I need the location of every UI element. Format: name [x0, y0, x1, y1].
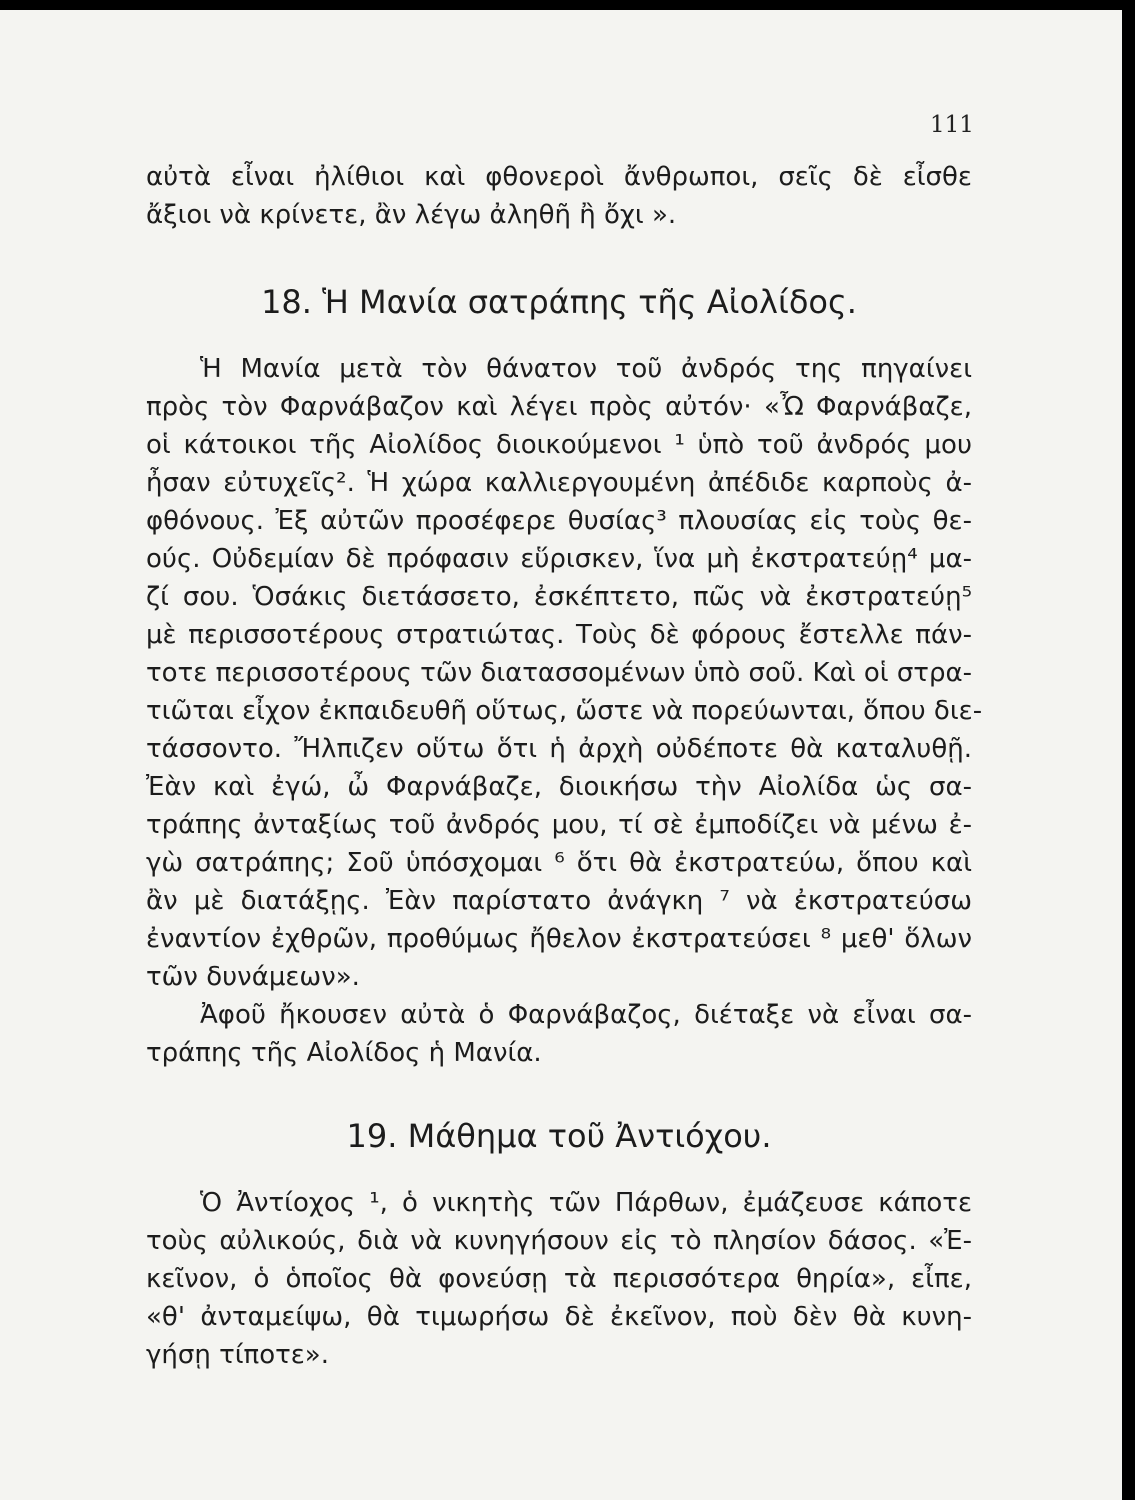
text-line: ζί σου. Ὁσάκις διετάσσετο, ἐσκέπτετο, πῶς νὰ ἐκστρατεύῃ⁵: [146, 582, 972, 612]
text-line: τάσσοντο. Ἤλπιζεν οὕτω ὅτι ἡ ἀρχὴ οὐδέποτε θὰ καταλυθῇ.: [146, 734, 972, 764]
text-line: ούς. Οὐδεμίαν δὲ πρόφασιν εὕρισκεν, ἵνα μὴ ἐκστρατεύῃ⁴ μα-: [146, 544, 972, 574]
text-line: φθόνους. Ἐξ αὐτῶν προσέφερε θυσίας³ πλουσίας εἰς τοὺς θε-: [146, 506, 972, 536]
section-18-body: [146, 350, 983, 1072]
text-line: Ἐὰν καὶ ἐγώ, ὦ Φαρνάβαζε, διοικήσω τὴν Αἰολίδα ὡς σα-: [146, 772, 972, 802]
section-18: [146, 272, 972, 332]
text-line: Ἡ Μανία μετὰ τὸν θάνατον τοῦ ἀνδρός της πηγαίνει: [200, 354, 972, 384]
text-line: Ὁ Ἀντίοχος ¹, ὁ νικητὴς τῶν Πάρθων, ἐμάζευσε κάποτε: [200, 1188, 972, 1218]
intro-paragraph: [146, 158, 972, 234]
text-line: τράπης τῆς Αἰολίδος ἡ Μανία.: [146, 1038, 542, 1068]
text-line: πρὸς τὸν Φαρνάβαζον καὶ λέγει πρὸς αὐτόν· «Ὦ Φαρνάβαζε,: [146, 392, 972, 422]
text-line: ἄξιοι νὰ κρίνετε, ἂν λέγω ἀληθῆ ἢ ὄχι ».: [146, 200, 677, 230]
text-line: τιῶται εἶχον ἐκπαιδευθῆ οὕτως, ὥστε νὰ πορεύωνται, ὅπου διε-: [146, 696, 983, 726]
text-line: ἂν μὲ διατάξῃς. Ἐὰν παρίστατο ἀνάγκη ⁷ νὰ ἐκστρατεύσω: [146, 886, 972, 916]
text-line: «θ' ἀνταμείψω, θὰ τιμωρήσω δὲ ἐκεῖνον, ποὺ δὲν θὰ κυνη-: [146, 1302, 972, 1332]
text-line: τοὺς αὐλικούς, διὰ νὰ κυνηγήσουν εἰς τὸ πλησίον δάσος. «Ἐ-: [146, 1226, 972, 1256]
section-18-title: 18. Ἡ Μανία σατράπης τῆς Αἰολίδος.: [261, 283, 857, 321]
text-line: μὲ περισσοτέρους στρατιώτας. Τοὺς δὲ φόρους ἔστελλε πάν-: [146, 620, 972, 650]
text-line: οἱ κάτοικοι τῆς Αἰολίδος διοικούμενοι ¹ ὑπὸ τοῦ ἀνδρός μου: [146, 430, 972, 460]
text-line: τράπης ἀνταξίως τοῦ ἀνδρός μου, τί σὲ ἐμποδίζει νὰ μένω ἐ-: [146, 810, 972, 840]
text-line: ἦσαν εὐτυχεῖς². Ἡ χώρα καλλιεργουμένη ἀπέδιδε καρποὺς ἀ-: [146, 468, 972, 498]
page-number: 111: [930, 112, 974, 138]
text-line: τῶν δυνάμεων».: [146, 962, 360, 992]
text-line: τοτε περισσοτέρους τῶν διατασσομένων ὑπὸ σοῦ. Καὶ οἱ στρα-: [146, 658, 972, 688]
text-line: κεῖνον, ὁ ὁποῖος θὰ φονεύσῃ τὰ περισσότερα θηρία», εἶπε,: [146, 1264, 972, 1294]
section-19-title: 19. Μάθημα τοῦ Ἀντιόχου.: [346, 1117, 772, 1155]
section-19-body: [146, 1184, 972, 1374]
text-line: γὼ σατράπης; Σοῦ ὑπόσχομαι ⁶ ὅτι θὰ ἐκστρατεύω, ὅπου καὶ: [146, 848, 972, 878]
section-19: [146, 1106, 972, 1166]
text-line: Ἀφοῦ ἤκουσεν αὐτὰ ὁ Φαρνάβαζος, διέταξε νὰ εἶναι σα-: [200, 1000, 972, 1030]
text-line: αὐτὰ εἶναι ἠλίθιοι καὶ φθονεροὶ ἄνθρωποι, σεῖς δὲ εἶσθε: [146, 162, 972, 192]
text-line: ἐναντίον ἐχθρῶν, προθύμως ἤθελον ἐκστρατεύσει ⁸ μεθ' ὅλων: [146, 924, 972, 954]
text-line: γήσῃ τίποτε».: [146, 1340, 329, 1370]
book-page: [0, 10, 1122, 1500]
